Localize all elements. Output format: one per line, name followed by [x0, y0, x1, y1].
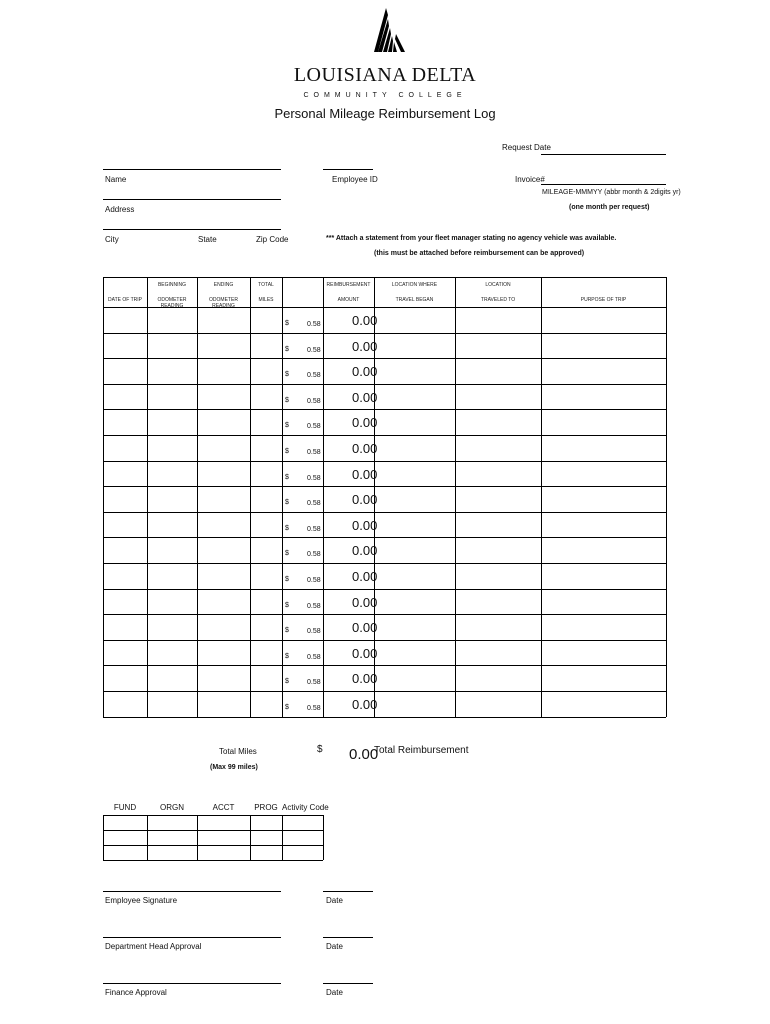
- mileage-rate: 0.58: [307, 628, 321, 636]
- column-header-top: LOCATION WHERE: [391, 282, 438, 288]
- employee-signature-field[interactable]: [103, 891, 281, 892]
- funding-row[interactable]: [103, 830, 323, 845]
- department-date-field[interactable]: [323, 937, 373, 938]
- column-header: TRAVEL BEGAN: [395, 297, 434, 303]
- column-header-top: LOCATION: [485, 282, 511, 288]
- total-reimbursement-label: Total Reimbursement: [374, 745, 469, 756]
- column-header: DATE OF TRIP: [108, 297, 142, 303]
- city-label: City: [105, 235, 119, 244]
- column-header: TRAVELED TO: [480, 297, 516, 303]
- table-row[interactable]: [103, 486, 666, 512]
- max-miles-note: (Max 99 miles): [210, 764, 258, 771]
- rate-currency: $: [285, 652, 289, 660]
- reimbursement-amount: 0.00: [352, 466, 378, 482]
- mileage-rate: 0.58: [307, 525, 321, 533]
- invoice-label: Invoice#: [515, 175, 545, 184]
- table-row[interactable]: [103, 461, 666, 487]
- column-header: MILES: [258, 297, 274, 303]
- rate-currency: $: [285, 704, 289, 711]
- rate-currency: $: [285, 473, 289, 481]
- funding-header: ACCT: [212, 803, 235, 812]
- table-row[interactable]: [103, 512, 666, 538]
- reimbursement-amount: 0.00: [352, 594, 378, 610]
- employee-date-label: Date: [326, 896, 343, 905]
- invoice-field[interactable]: [541, 184, 666, 185]
- reimbursement-amount: 0.00: [352, 492, 378, 508]
- department-date-label: Date: [326, 942, 343, 951]
- table-column-rule: [666, 277, 667, 717]
- rate-currency: $: [285, 601, 289, 609]
- table-row[interactable]: [103, 358, 666, 384]
- name-label: Name: [105, 175, 127, 184]
- name-field[interactable]: [103, 169, 281, 170]
- funding-column-rule: [323, 815, 324, 860]
- table-row[interactable]: [103, 665, 666, 691]
- mileage-rate: 0.58: [307, 449, 321, 456]
- table-row[interactable]: [103, 384, 666, 410]
- rate-currency: $: [285, 320, 289, 327]
- funding-header: Activity Code: [282, 803, 329, 812]
- rate-currency: $: [285, 627, 289, 635]
- funding-header: PROG: [254, 803, 278, 812]
- rate-currency: $: [285, 524, 289, 532]
- mileage-rate: 0.58: [307, 372, 321, 380]
- column-header-top: BEGINNING: [157, 282, 187, 288]
- column-header: AMOUNT: [337, 297, 360, 303]
- city-state-zip-field[interactable]: [103, 229, 281, 230]
- request-date-field[interactable]: [541, 154, 666, 155]
- reimbursement-amount: 0.00: [352, 671, 378, 687]
- rate-currency: $: [285, 550, 289, 558]
- table-row[interactable]: [103, 333, 666, 359]
- column-header: ODOMETER READING: [209, 297, 238, 309]
- reimbursement-amount: 0.00: [352, 517, 378, 533]
- employee-signature-label: Employee Signature: [105, 896, 178, 905]
- finance-date-field[interactable]: [323, 983, 373, 984]
- table-row[interactable]: [103, 640, 666, 666]
- fleet-notice-note: (this must be attached before reimbursement can be approved): [374, 250, 585, 257]
- funding-header: FUND: [113, 803, 137, 812]
- mileage-rate: 0.58: [307, 346, 321, 354]
- total-currency: $: [317, 744, 323, 755]
- table-row[interactable]: [103, 563, 666, 589]
- total-miles-label: Total Miles: [219, 747, 257, 756]
- invoice-format-note: MILEAGE-MMMYY (abbr month & 2digits yr): [542, 189, 681, 196]
- total-reimbursement-amount: 0.00: [349, 746, 379, 763]
- rate-currency: $: [285, 422, 289, 430]
- reimbursement-amount: 0.00: [352, 697, 378, 712]
- fleet-notice: *** Attach a statement from your fleet manager stating no agency vehicle was available.: [326, 235, 617, 242]
- mileage-rate: 0.58: [307, 653, 321, 661]
- reimbursement-amount: 0.00: [352, 389, 378, 405]
- reimbursement-amount: 0.00: [352, 620, 378, 636]
- college-name: LOUISIANA DELTA: [293, 64, 477, 86]
- mileage-rate: 0.58: [307, 474, 321, 482]
- mileage-rate: 0.58: [307, 577, 321, 584]
- mileage-rate: 0.58: [307, 500, 321, 508]
- table-row[interactable]: [103, 409, 666, 435]
- state-label: State: [198, 235, 217, 244]
- department-approval-field[interactable]: [103, 937, 281, 938]
- table-row[interactable]: [103, 589, 666, 615]
- finance-date-label: Date: [326, 988, 343, 997]
- college-subtitle: COMMUNITY COLLEGE: [303, 92, 467, 99]
- employee-date-field[interactable]: [323, 891, 373, 892]
- funding-header: ORGN: [160, 803, 184, 812]
- rate-currency: $: [285, 371, 289, 379]
- rate-currency: $: [285, 345, 289, 353]
- rate-currency: $: [285, 576, 289, 583]
- rate-currency: $: [285, 448, 289, 455]
- mileage-rate: 0.58: [307, 602, 321, 610]
- mileage-rate: 0.58: [307, 705, 321, 712]
- table-row[interactable]: [103, 537, 666, 563]
- mileage-rate: 0.58: [307, 397, 321, 405]
- reimbursement-amount: 0.00: [352, 645, 378, 661]
- column-header-top: REIMBURSEMENT: [326, 282, 371, 288]
- reimbursement-amount: 0.00: [352, 569, 378, 584]
- table-row[interactable]: [103, 614, 666, 640]
- reimbursement-amount: 0.00: [352, 313, 378, 328]
- department-approval-label: Department Head Approval: [105, 942, 202, 951]
- ldcc-logo-icon: [364, 6, 408, 54]
- funding-row[interactable]: [103, 845, 323, 860]
- employee-id-label: Employee ID: [332, 175, 378, 184]
- reimbursement-amount: 0.00: [352, 415, 378, 431]
- reimbursement-amount: 0.00: [352, 543, 378, 559]
- mileage-rate: 0.58: [307, 423, 321, 431]
- mileage-rate: 0.58: [307, 321, 321, 328]
- funding-row[interactable]: [103, 815, 323, 830]
- table-rule: [103, 717, 666, 718]
- form-title: Personal Mileage Reimbursement Log: [274, 106, 496, 121]
- table-rule: [103, 277, 666, 278]
- mileage-rate: 0.58: [307, 679, 321, 687]
- finance-approval-field[interactable]: [103, 983, 281, 984]
- table-row[interactable]: [103, 307, 666, 333]
- column-header-top: TOTAL: [258, 282, 274, 288]
- mileage-rate: 0.58: [307, 551, 321, 559]
- finance-approval-label: Finance Approval: [105, 988, 167, 997]
- column-header: PURPOSE OF TRIP: [580, 297, 627, 303]
- zip-label: Zip Code: [256, 235, 289, 244]
- rate-currency: $: [285, 678, 289, 686]
- address-field[interactable]: [103, 199, 281, 200]
- address-label: Address: [105, 205, 135, 214]
- column-header: ODOMETER READING: [157, 297, 187, 309]
- column-header-top: ENDING: [213, 282, 234, 288]
- rate-currency: $: [285, 396, 289, 404]
- reimbursement-amount: 0.00: [352, 441, 378, 456]
- request-date-label: Request Date: [502, 143, 551, 152]
- table-row[interactable]: [103, 691, 666, 717]
- rate-currency: $: [285, 499, 289, 507]
- employee-id-field[interactable]: [323, 169, 373, 170]
- table-row[interactable]: [103, 435, 666, 461]
- reimbursement-amount: 0.00: [352, 338, 378, 354]
- invoice-month-note: (one month per request): [569, 204, 650, 211]
- reimbursement-amount: 0.00: [352, 364, 378, 380]
- funding-rule: [103, 860, 323, 861]
